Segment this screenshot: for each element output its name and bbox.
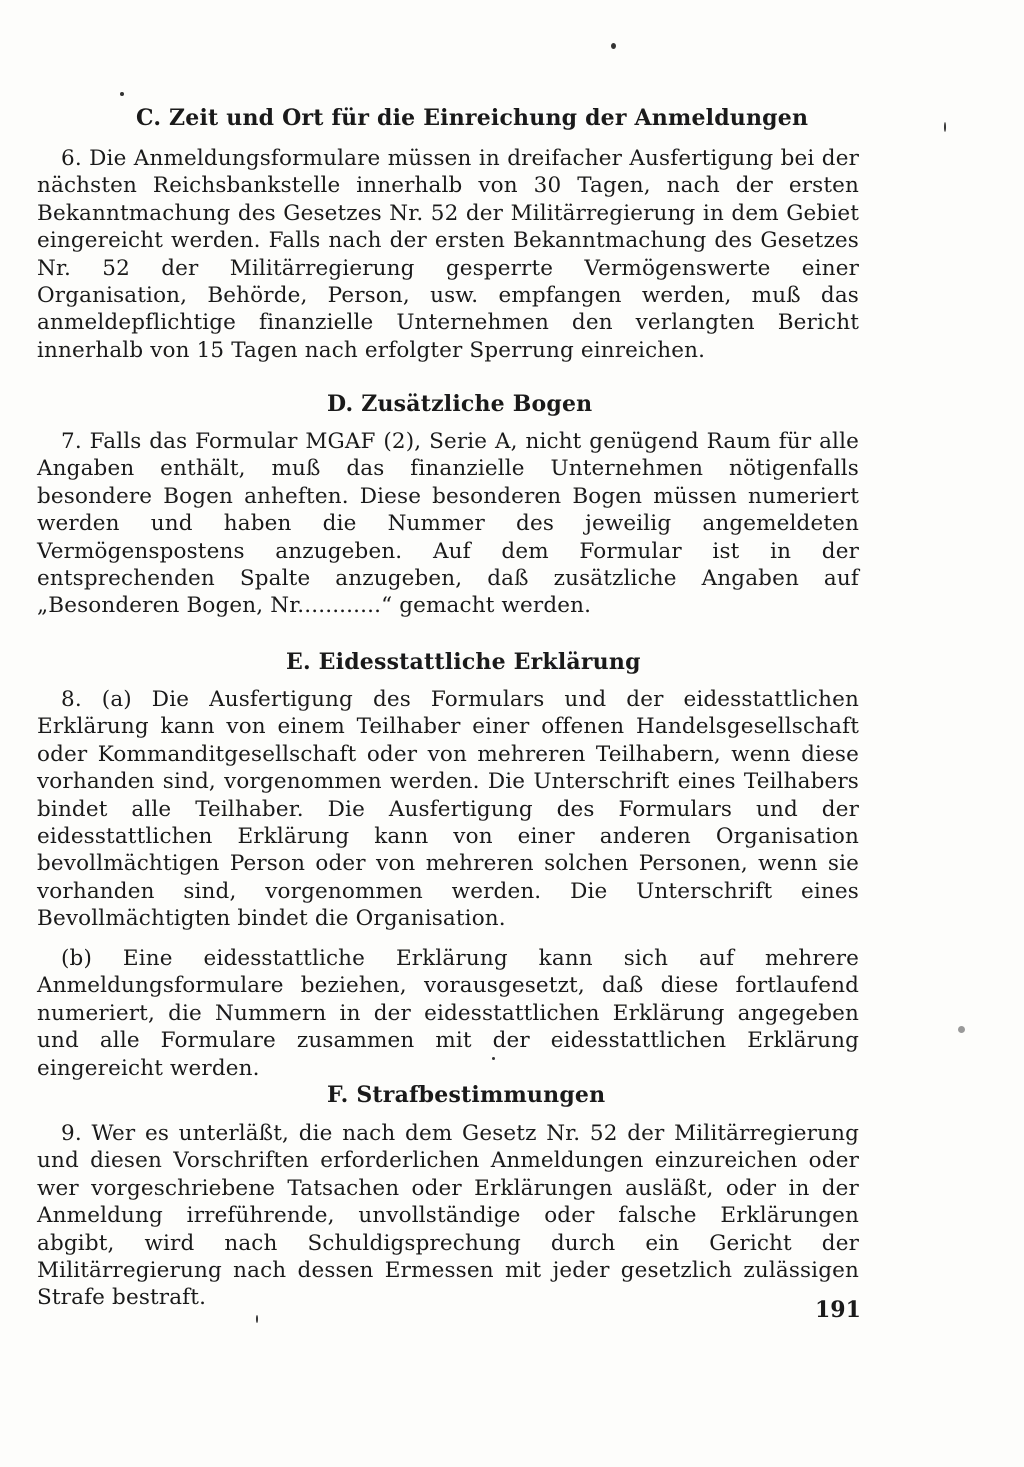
section-d-heading: D. Zusätzliche Bogen <box>327 391 593 417</box>
section-c-heading: C. Zeit und Ort für die Einreichung der Anmeldungen <box>136 105 809 131</box>
scan-speck <box>958 1026 965 1033</box>
paragraph-7: 7. Falls das Formular MGAF (2), Serie A, nicht genügend Raum für alle Angaben enthält, muß das finanzielle Unternehmen nötigenfalls besondere Bogen anheften. Diese besonderen Bogen müssen numeriert werden und haben die Nummer des jeweilig angemeldeten Vermögenspostens anzugeben. Auf dem Formular ist in der entsprechenden Spalte anzugeben, daß zusätzliche Angaben auf „Besonderen Bogen, Nr............“ gemacht werden. <box>37 429 859 619</box>
paragraph-9: 9. Wer es unterläßt, die nach dem Gesetz Nr. 52 der Militärregierung und diesen Vorschriften erforderlichen Anmeldungen einzureichen oder wer vorgeschriebene Tatsachen oder Erklärungen ausläßt, oder in der Anmeldung irreführende, unvollständige oder falsche Erklärungen abgibt, wird nach Schuldigsprechung durch ein Gericht der Militärregierung nach dessen Ermessen mit jeder gesetzlich zulässigen Strafe bestraft. <box>37 1121 859 1311</box>
section-e-heading: E. Eidesstattliche Erklärung <box>286 649 641 675</box>
scan-speck <box>492 1057 495 1060</box>
scan-speck <box>256 1315 258 1323</box>
page-number: 191 <box>815 1297 861 1323</box>
scan-speck <box>120 92 124 96</box>
scan-speck <box>611 43 616 49</box>
paragraph-6: 6. Die Anmeldungsformulare müssen in dreifacher Ausfertigung bei der nächsten Reichsbankstelle innerhalb von 30 Tagen, nach der ersten Bekanntmachung des Gesetzes Nr. 52 der Militärregierung in dem Gebiet eingereicht werden. Falls nach der ersten Bekanntmachung des Gesetzes Nr. 52 der Militärregierung gesperrte Vermögenswerte einer Organisation, Behörde, Person, usw. empfangen werden, muß das anmeldepflichtige finanzielle Unternehmen den verlangten Bericht innerhalb von 15 Tagen nach erfolgter Sperrung einreichen. <box>37 146 859 363</box>
scan-speck <box>944 122 946 132</box>
section-f-heading: F. Strafbestimmungen <box>327 1082 606 1108</box>
paragraph-8b: (b) Eine eidesstattliche Erklärung kann sich auf mehrere Anmeldungsformulare beziehen, vorausgesetzt, daß diese fortlaufend numeriert, die Nummern in der eidesstattlichen Erklärung angegeben und alle Formulare zusammen mit der eidesstattlichen Erklärung eingereicht werden. <box>37 946 859 1081</box>
paragraph-8a: 8. (a) Die Ausfertigung des Formulars und der eidesstattlichen Erklärung kann von einem Teilhaber einer offenen Handelsgesellschaft oder Kommanditgesellschaft oder von mehreren Teilhabern, wenn diese vorhanden sind, vorgenommen werden. Die Unterschrift eines Teilhabers bindet alle Teilhaber. Die Ausfertigung des Formulars und der eidesstattlichen Erklärung kann von einer anderen Organisation bevollmächtigen Person oder von mehreren solchen Personen, wenn sie vorhanden sind, vorgenommen werden. Die Unterschrift eines Bevollmächtigten bindet die Organisation. <box>37 687 859 932</box>
